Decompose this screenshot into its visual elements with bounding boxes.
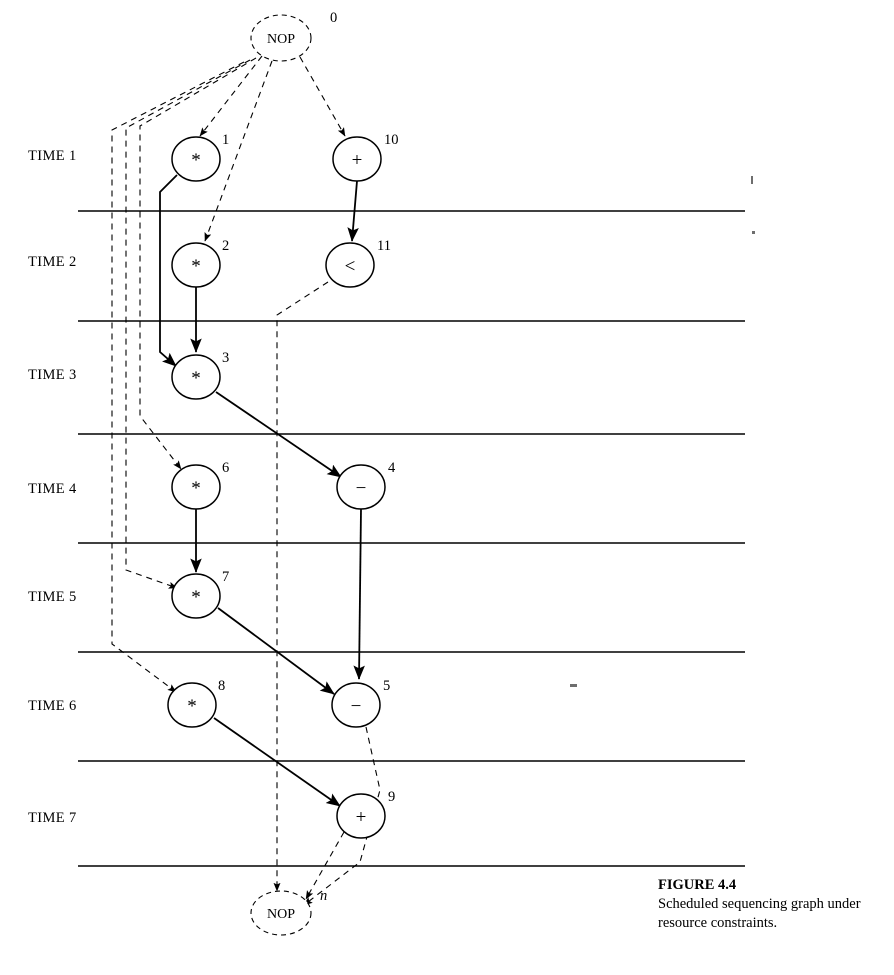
node-operation-6: * bbox=[191, 478, 201, 499]
figure-caption-title: FIGURE 4.4 bbox=[658, 877, 737, 893]
node-operation-11: < bbox=[344, 256, 356, 277]
edge-11-to-n bbox=[277, 282, 328, 891]
node-operation-0: NOP bbox=[266, 32, 296, 47]
node-id-label-9: 9 bbox=[388, 789, 396, 805]
operation-nodes bbox=[168, 10, 399, 935]
node-operation-8: * bbox=[187, 696, 197, 717]
time-label-6: TIME 6 bbox=[28, 698, 77, 714]
node-operation-4: − bbox=[355, 478, 367, 499]
node-operation-9: + bbox=[355, 807, 367, 828]
figure-caption-text: Scheduled sequencing graph under resource constraints. bbox=[658, 896, 861, 932]
node-operation-10: + bbox=[351, 150, 363, 171]
node-3[interactable] bbox=[172, 350, 229, 399]
time-label-7: TIME 7 bbox=[28, 810, 77, 826]
node-id-label-0: 0 bbox=[330, 10, 338, 26]
node-id-label-11: 11 bbox=[377, 238, 391, 254]
node-id-label-10: 10 bbox=[384, 132, 399, 148]
node-operation-2: * bbox=[191, 256, 201, 277]
node-10[interactable] bbox=[333, 132, 399, 181]
edge-0-to-1 bbox=[200, 56, 262, 136]
node-2[interactable] bbox=[172, 238, 229, 287]
node-9[interactable] bbox=[337, 789, 395, 838]
node-id-label-4: 4 bbox=[388, 460, 396, 476]
scan-speck-3 bbox=[570, 684, 577, 687]
node-operation-5: − bbox=[350, 696, 362, 717]
figure-caption bbox=[658, 876, 894, 933]
edge-4-to-5 bbox=[359, 509, 361, 679]
node-operation-3: * bbox=[191, 368, 201, 389]
node-operation-7: * bbox=[191, 587, 201, 608]
node-id-label-1: 1 bbox=[222, 132, 230, 148]
node-id-label-3: 3 bbox=[222, 350, 230, 366]
node-4[interactable] bbox=[337, 460, 396, 509]
node-id-label-5: 5 bbox=[383, 678, 391, 694]
time-label-2: TIME 2 bbox=[28, 254, 77, 270]
node-id-label-2: 2 bbox=[222, 238, 230, 254]
time-label-5: TIME 5 bbox=[28, 589, 77, 605]
scan-speck-1 bbox=[751, 176, 753, 184]
node-id-label-n: n bbox=[320, 888, 328, 904]
node-id-label-7: 7 bbox=[222, 569, 230, 585]
node-11[interactable] bbox=[326, 238, 391, 287]
node-0[interactable] bbox=[251, 10, 337, 61]
time-step-lines bbox=[78, 211, 745, 866]
edge-0-to-10 bbox=[300, 57, 345, 136]
node-id-label-8: 8 bbox=[218, 678, 226, 694]
node-operation-1: * bbox=[191, 150, 201, 171]
node-1[interactable] bbox=[172, 132, 229, 181]
scan-speck-2 bbox=[752, 231, 755, 234]
node-n[interactable] bbox=[251, 888, 327, 935]
node-6[interactable] bbox=[172, 460, 229, 509]
node-5[interactable] bbox=[332, 678, 390, 727]
edge-7-to-5 bbox=[218, 608, 334, 694]
node-id-label-6: 6 bbox=[222, 460, 230, 476]
time-label-3: TIME 3 bbox=[28, 367, 77, 383]
node-operation-n: NOP bbox=[266, 907, 296, 922]
time-label-1: TIME 1 bbox=[28, 148, 77, 164]
time-label-4: TIME 4 bbox=[28, 481, 77, 497]
